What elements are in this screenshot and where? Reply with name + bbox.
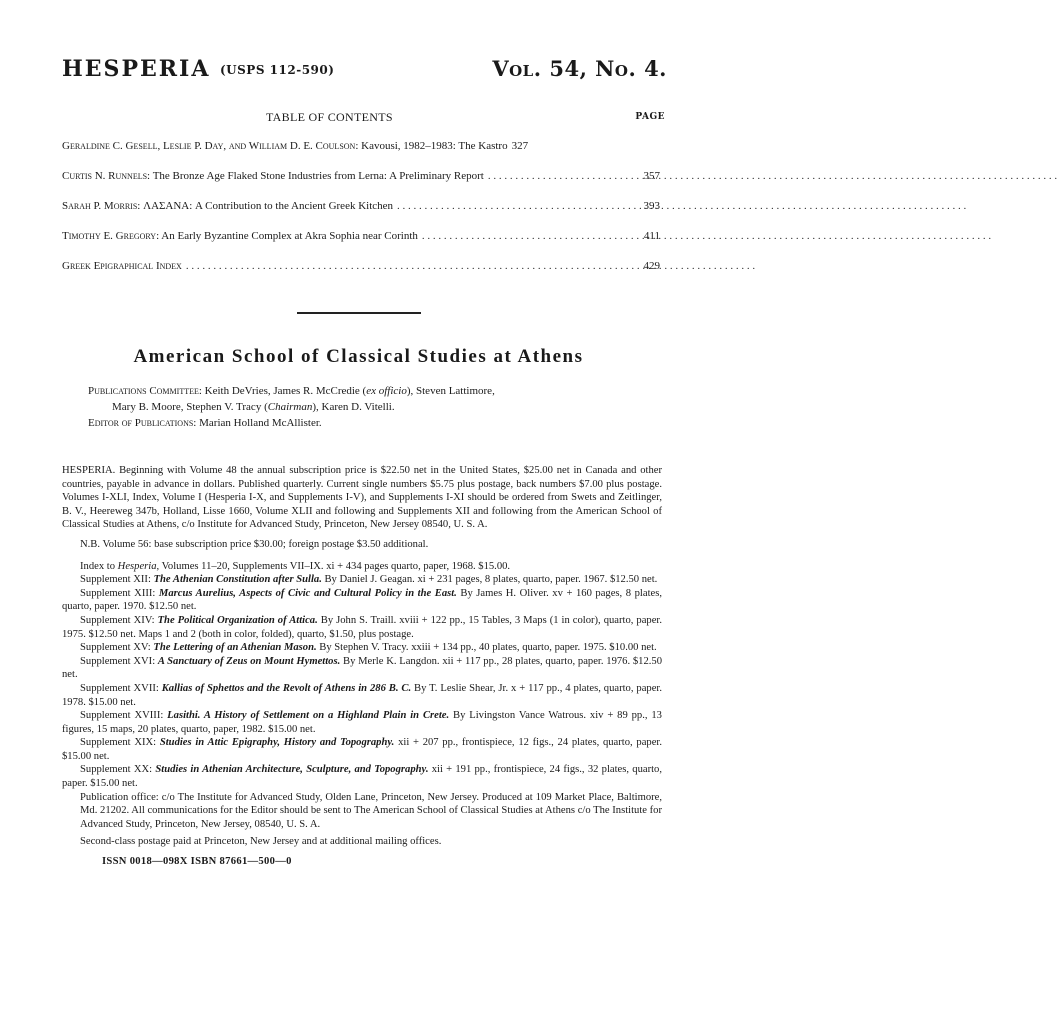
supplement-entry: Supplement XII: The Athenian Constitution after Sulla. By Daniel J. Geagan. xi + 231 pages, 8 plates, quarto, paper. 1967. $12.50 net. — [80, 574, 658, 586]
issn-isbn: ISSN 0018—098X ISBN 87661—500—0 — [102, 856, 292, 868]
committee-label: Publications Committee: — [88, 385, 202, 397]
supplement-entry: Supplement XV: The Lettering of an Athenian Mason. By Stephen V. Tracy. xxiii + 134 pp., 40 plates, quarto, paper. 1975. $10.00 net. — [80, 642, 657, 654]
usps-number: (USPS 112-590) — [220, 63, 335, 77]
toc-page-number: 429 — [643, 260, 660, 272]
editor-name: Marian Holland McAllister. — [199, 417, 322, 429]
toc-entry[interactable] — [62, 200, 660, 230]
publications-committee: Publications Committee: Keith DeVries, James R. McCredie (ex officio), Steven Lattimore, Mary B. Moore, Stephen V. Tracy (Chairman), Karen D. Vitelli. Editor of Publications: Marian Holland McAllister. — [88, 385, 495, 429]
toc-article-title: An Early Byzantine Complex at Akra Sophia near Corinth — [161, 230, 418, 242]
supplement-entry: Supplement XIII: Marcus Aurelius, Aspects of Civic and Cultural Policy in the East. By James H. Oliver. xv + 160 pages, 8 plates, quarto, paper. 1970. $12.50 net. — [62, 587, 662, 613]
toc-authors: Curtis N. Runnels: — [62, 170, 151, 182]
toc-page-number: 357 — [643, 170, 660, 182]
supplement-entry: Supplement XIV: The Political Organization of Attica. By John S. Traill. xviii + 122 pp., 15 Tables, 3 Maps (1 in color), quarto, paper. 1975. $12.50 net. Maps 1 and 2 (both in color, folded), quarto, $1.50, plus postage. — [62, 614, 662, 640]
publication-office: Publication office: c/o The Institute for Advanced Study, Olden Lane, Princeton, New Jersey. Produced at 109 Market Place, Baltimore, Md. 21202. All communications for the Editor should be sent to The American School of Classical Studies at Athens c/o The Institute for Advanced Study, Princeton, New Jersey, 08540, U. S. A. — [80, 791, 662, 830]
toc-article-title: Kavousi, 1982–1983: The Kastro — [361, 140, 508, 152]
toc-article-title: The Bronze Age Flaked Stone Industries from Lerna: A Preliminary Report — [152, 170, 484, 182]
supplement-entry: Supplement XVIII: Lasithi. A History of Settlement on a Highland Plain in Crete. By Livingston Vance Watrous. xiv + 89 pp., 13 figures, 15 maps, 20 plates, quarto, paper, 1982. $15.00 net. — [62, 710, 662, 735]
nb-note: N.B. Volume 56: base subscription price $30.00; foreign postage $3.50 additional. — [80, 538, 429, 550]
journal-title: HESPERIA — [62, 56, 211, 82]
section-divider — [297, 312, 421, 314]
toc-leader-dots — [484, 170, 640, 182]
toc-authors: Geraldine C. Gesell, Leslie P. Day, and William D. E. Coulson: — [62, 140, 359, 152]
supplement-entry: Supplement XX: Studies in Athenian Architecture, Sculpture, and Topography. xii + 191 pp., frontispiece, 24 figs., 32 plates, quarto, paper. $15.00 net. — [62, 764, 662, 790]
school-name: American School of Classical Studies at Athens — [133, 346, 584, 367]
toc-article-title: ΛΑΣΑΝΑ: A Contribution to the Ancient Greek Kitchen — [143, 200, 394, 212]
subscription-info — [62, 464, 662, 869]
toc-authors: Sarah P. Morris: — [62, 200, 141, 212]
subscription-paragraph: HESPERIA. Beginning with Volume 48 the annual subscription price is $22.50 net in the United States, $25.00 net in Canada and other countries, payable in advance in dollars. Published quarterly. Current single numbers $5.75 plus postage, back numbers $7.00 plus postage. Volumes I-XLI, Index, Volume I (Hesperia I-X, and Supplements I-V), and Supplements I-XI should be ordered from Swets and Zeitlinger, B. V., Heereweg 347b, Holland, Lisse 1660, Volume XLII and following and Supplements XII and following from the American School of Classical Studies at Athens, c/o Institute for Advanced Study, Princeton, New Jersey 08540, U. S. A. — [62, 465, 662, 531]
table-of-contents — [62, 140, 660, 290]
toc-leader-dots — [418, 230, 640, 242]
toc-page-number: 393 — [643, 200, 660, 212]
toc-entry[interactable] — [62, 170, 660, 200]
toc-entry[interactable] — [62, 260, 660, 290]
toc-page-number: 411 — [643, 230, 660, 242]
toc-entry[interactable] — [62, 230, 660, 260]
toc-authors: Greek Epigraphical Index — [62, 260, 182, 272]
postage-note: Second-class postage paid at Princeton, New Jersey and at additional mailing offices. — [80, 836, 442, 848]
toc-entry[interactable] — [62, 140, 660, 170]
supplement-entry: Index to Hesperia, Volumes 11–20, Supplements VII–IX. xi + 434 pages quarto, paper, 1968. $15.00. — [80, 560, 511, 572]
toc-leader-dots — [182, 260, 640, 272]
supplement-entry: Supplement XIX: Studies in Attic Epigraphy, History and Topography. xii + 207 pp., frontispiece, 12 figs., 24 plates, quarto, paper. $15.00 net. — [62, 737, 662, 762]
masthead — [62, 56, 667, 86]
editor-label: Editor of Publications: — [88, 417, 197, 429]
supplement-entry: Supplement XVII: Kallias of Sphettos and the Revolt of Athens in 286 B. C. By T. Leslie Shear, Jr. x + 117 pp., 4 plates, quarto, paper. 1978. $15.00 net. — [62, 682, 662, 708]
supplement-entry: Supplement XVI: A Sanctuary of Zeus on Mount Hymettos. By Merle K. Langdon. xii + 117 pp., 28 plates, quarto, paper. 1976. $12.50 net. — [62, 655, 663, 681]
toc-title: TABLE OF CONTENTS — [266, 110, 393, 124]
toc-leader-dots — [393, 200, 639, 212]
toc-page-number: 327 — [511, 140, 529, 152]
toc-page-label: PAGE — [635, 112, 665, 122]
toc-authors: Timothy E. Gregory: — [62, 230, 160, 242]
volume-number: Vol. 54, No. 4. — [492, 56, 667, 81]
